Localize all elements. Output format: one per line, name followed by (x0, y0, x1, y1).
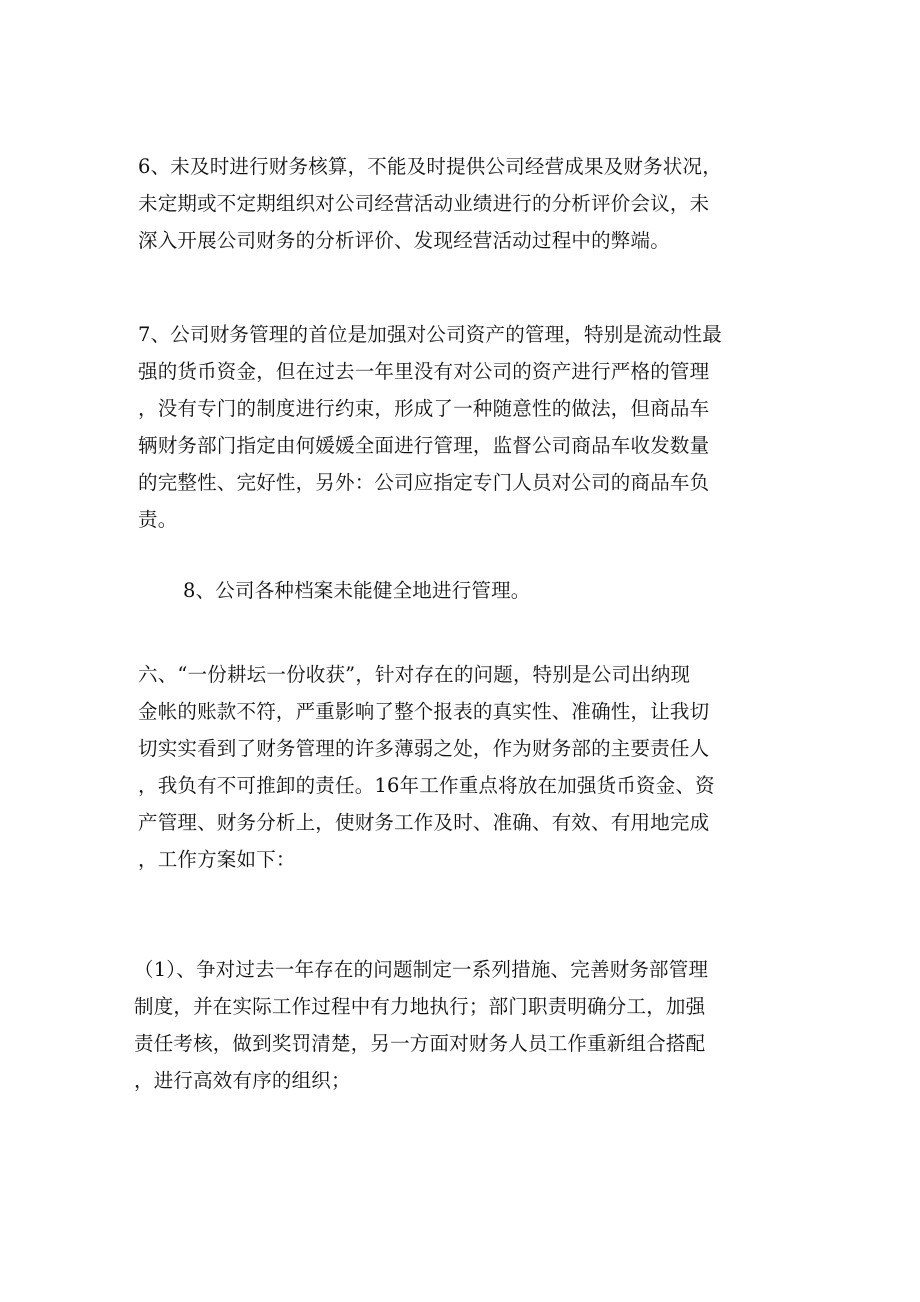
text-line: ，没有专门的制度进行约束，形成了一种随意性的做法，但商品车 (138, 397, 710, 420)
text-line: 7、公司财务管理的首位是加强对公司资产的管理，特别是流动性最 (138, 323, 722, 346)
text-line: （1）、争对过去一年存在的问题制定一系列措施、完善财务部管理 (134, 958, 709, 981)
text-line: 产管理、财务分析上，使财务工作及时、准确、有效、有用地完成 (138, 811, 710, 834)
text-line: 8、公司各种档案未能健全地进行管理。 (183, 579, 531, 602)
text-line: ，工作方案如下： (138, 848, 296, 871)
text-line: 强的货币资金，但在过去一年里没有对公司的资产进行严格的管理 (138, 360, 710, 383)
text-line: 的完整性、完好性，另外：公司应指定专门人员对公司的商品车负 (138, 471, 710, 494)
text-line: 制度，并在实际工作过程中有力地执行；部门职责明确分工，加强 (134, 995, 706, 1018)
paragraph-plan-1 (134, 951, 784, 1099)
text-line: ，进行高效有序的组织； (134, 1069, 351, 1092)
text-line: 责任考核，做到奖罚清楚，另一方面对财务人员工作重新组合搭配 (134, 1032, 706, 1055)
text-line: ，我负有不可推卸的责任。16年工作重点将放在加强货币资金、资 (138, 774, 715, 797)
text-line: 责。 (138, 508, 178, 531)
paragraph-section-6 (138, 656, 788, 878)
paragraph-item-8 (183, 572, 833, 609)
text-line: 深入开展公司财务的分析评价、发现经营活动过程中的弊端。 (138, 229, 670, 252)
paragraph-item-7 (138, 316, 788, 538)
text-line: 未定期或不定期组织对公司经营活动业绩进行的分析评价会议，未 (138, 192, 710, 215)
text-line: 6、未及时进行财务核算，不能及时提供公司经营成果及财务状况， (138, 155, 722, 178)
text-line: 辆财务部门指定由何媛媛全面进行管理，监督公司商品车收发数量 (138, 434, 710, 457)
text-line: 切实实看到了财务管理的许多薄弱之处，作为财务部的主要责任人 (138, 737, 710, 760)
text-line: 六、“一份耕坛一份收获”，针对存在的问题，特别是公司出纳现 (138, 663, 691, 686)
paragraph-item-6 (138, 148, 788, 259)
text-line: 金帐的账款不符，严重影响了整个报表的真实性、准确性，让我切 (138, 700, 710, 723)
